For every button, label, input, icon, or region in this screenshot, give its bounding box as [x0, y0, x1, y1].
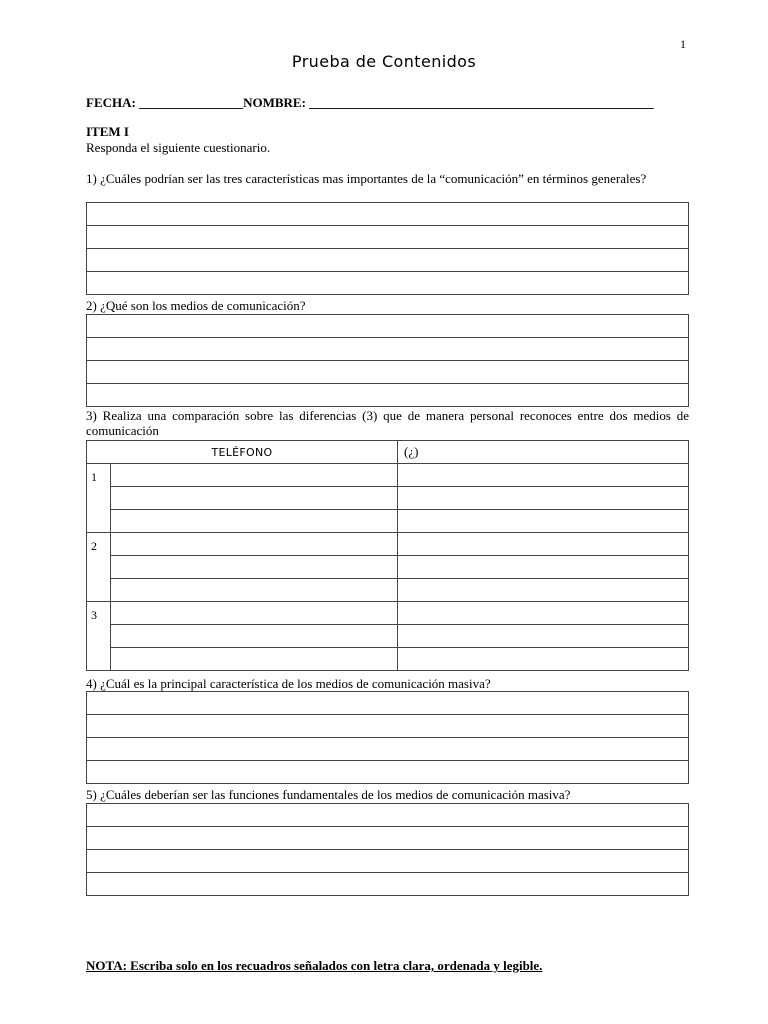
answer-line[interactable]	[87, 338, 688, 361]
row-number-2: 2	[87, 533, 111, 602]
answer-line[interactable]	[87, 873, 688, 895]
comparison-cell[interactable]	[398, 625, 689, 648]
comparison-cell[interactable]	[111, 533, 398, 556]
comparison-cell[interactable]	[111, 648, 398, 671]
answer-line[interactable]	[87, 850, 688, 873]
date-name-line: FECHA: ________________NOMBRE: _____________________________________________________	[86, 95, 654, 110]
answer-box-2[interactable]	[86, 314, 689, 407]
section-heading: ITEM I	[86, 124, 129, 139]
footer-note: NOTA: Escriba solo en los recuadros señalados con letra clara, ordenada y legible.	[86, 958, 543, 973]
answer-line[interactable]	[87, 827, 688, 850]
question-4: 4) ¿Cuál es la principal característica de los medios de comunicación masiva?	[86, 676, 491, 691]
answer-line[interactable]	[87, 226, 688, 249]
comparison-cell[interactable]	[111, 487, 398, 510]
instruction-text: Responda el siguiente cuestionario.	[86, 140, 271, 155]
question-1: 1) ¿Cuáles podrían ser las tres características mas importantes de la “comunicación” en términos generales?	[86, 171, 647, 186]
row-number-1: 1	[87, 464, 111, 533]
question-5: 5) ¿Cuáles deberían ser las funciones fundamentales de los medios de comunicación masiva?	[86, 787, 571, 802]
row-number-3: 3	[87, 602, 111, 671]
page-title: Prueba de Contenidos	[291, 52, 477, 71]
answer-line[interactable]	[87, 361, 688, 384]
comparison-cell[interactable]	[398, 464, 689, 487]
answer-line[interactable]	[87, 203, 688, 226]
comparison-cell[interactable]	[111, 602, 398, 625]
question-3: 3) Realiza una comparación sobre las diferencias (3) que de manera personal reconoces entre dos medios de comunicación	[86, 408, 689, 438]
answer-line[interactable]	[87, 804, 688, 827]
answer-line[interactable]	[87, 384, 688, 406]
answer-line[interactable]	[87, 761, 688, 783]
answer-line[interactable]	[87, 315, 688, 338]
answer-line[interactable]	[87, 272, 688, 294]
comparison-cell[interactable]	[398, 602, 689, 625]
column-header-telefono: TELÉFONO	[87, 441, 398, 464]
comparison-cell[interactable]	[398, 648, 689, 671]
answer-line[interactable]	[87, 249, 688, 272]
answer-line[interactable]	[87, 715, 688, 738]
column-header-second-medium: (¿)	[398, 441, 689, 464]
answer-box-5[interactable]	[86, 803, 689, 896]
comparison-cell[interactable]	[111, 556, 398, 579]
question-2: 2) ¿Qué son los medios de comunicación?	[86, 298, 306, 313]
comparison-cell[interactable]	[111, 464, 398, 487]
comparison-cell[interactable]	[398, 579, 689, 602]
comparison-cell[interactable]	[398, 533, 689, 556]
answer-box-4[interactable]	[86, 691, 689, 784]
comparison-cell[interactable]	[111, 579, 398, 602]
comparison-table	[86, 440, 689, 671]
comparison-cell[interactable]	[111, 510, 398, 533]
answer-box-1[interactable]	[86, 202, 689, 295]
comparison-cell[interactable]	[398, 487, 689, 510]
comparison-cell[interactable]	[398, 510, 689, 533]
page-number: 1	[680, 37, 686, 51]
answer-line[interactable]	[87, 738, 688, 761]
comparison-cell[interactable]	[398, 556, 689, 579]
answer-line[interactable]	[87, 692, 688, 715]
comparison-cell[interactable]	[111, 625, 398, 648]
